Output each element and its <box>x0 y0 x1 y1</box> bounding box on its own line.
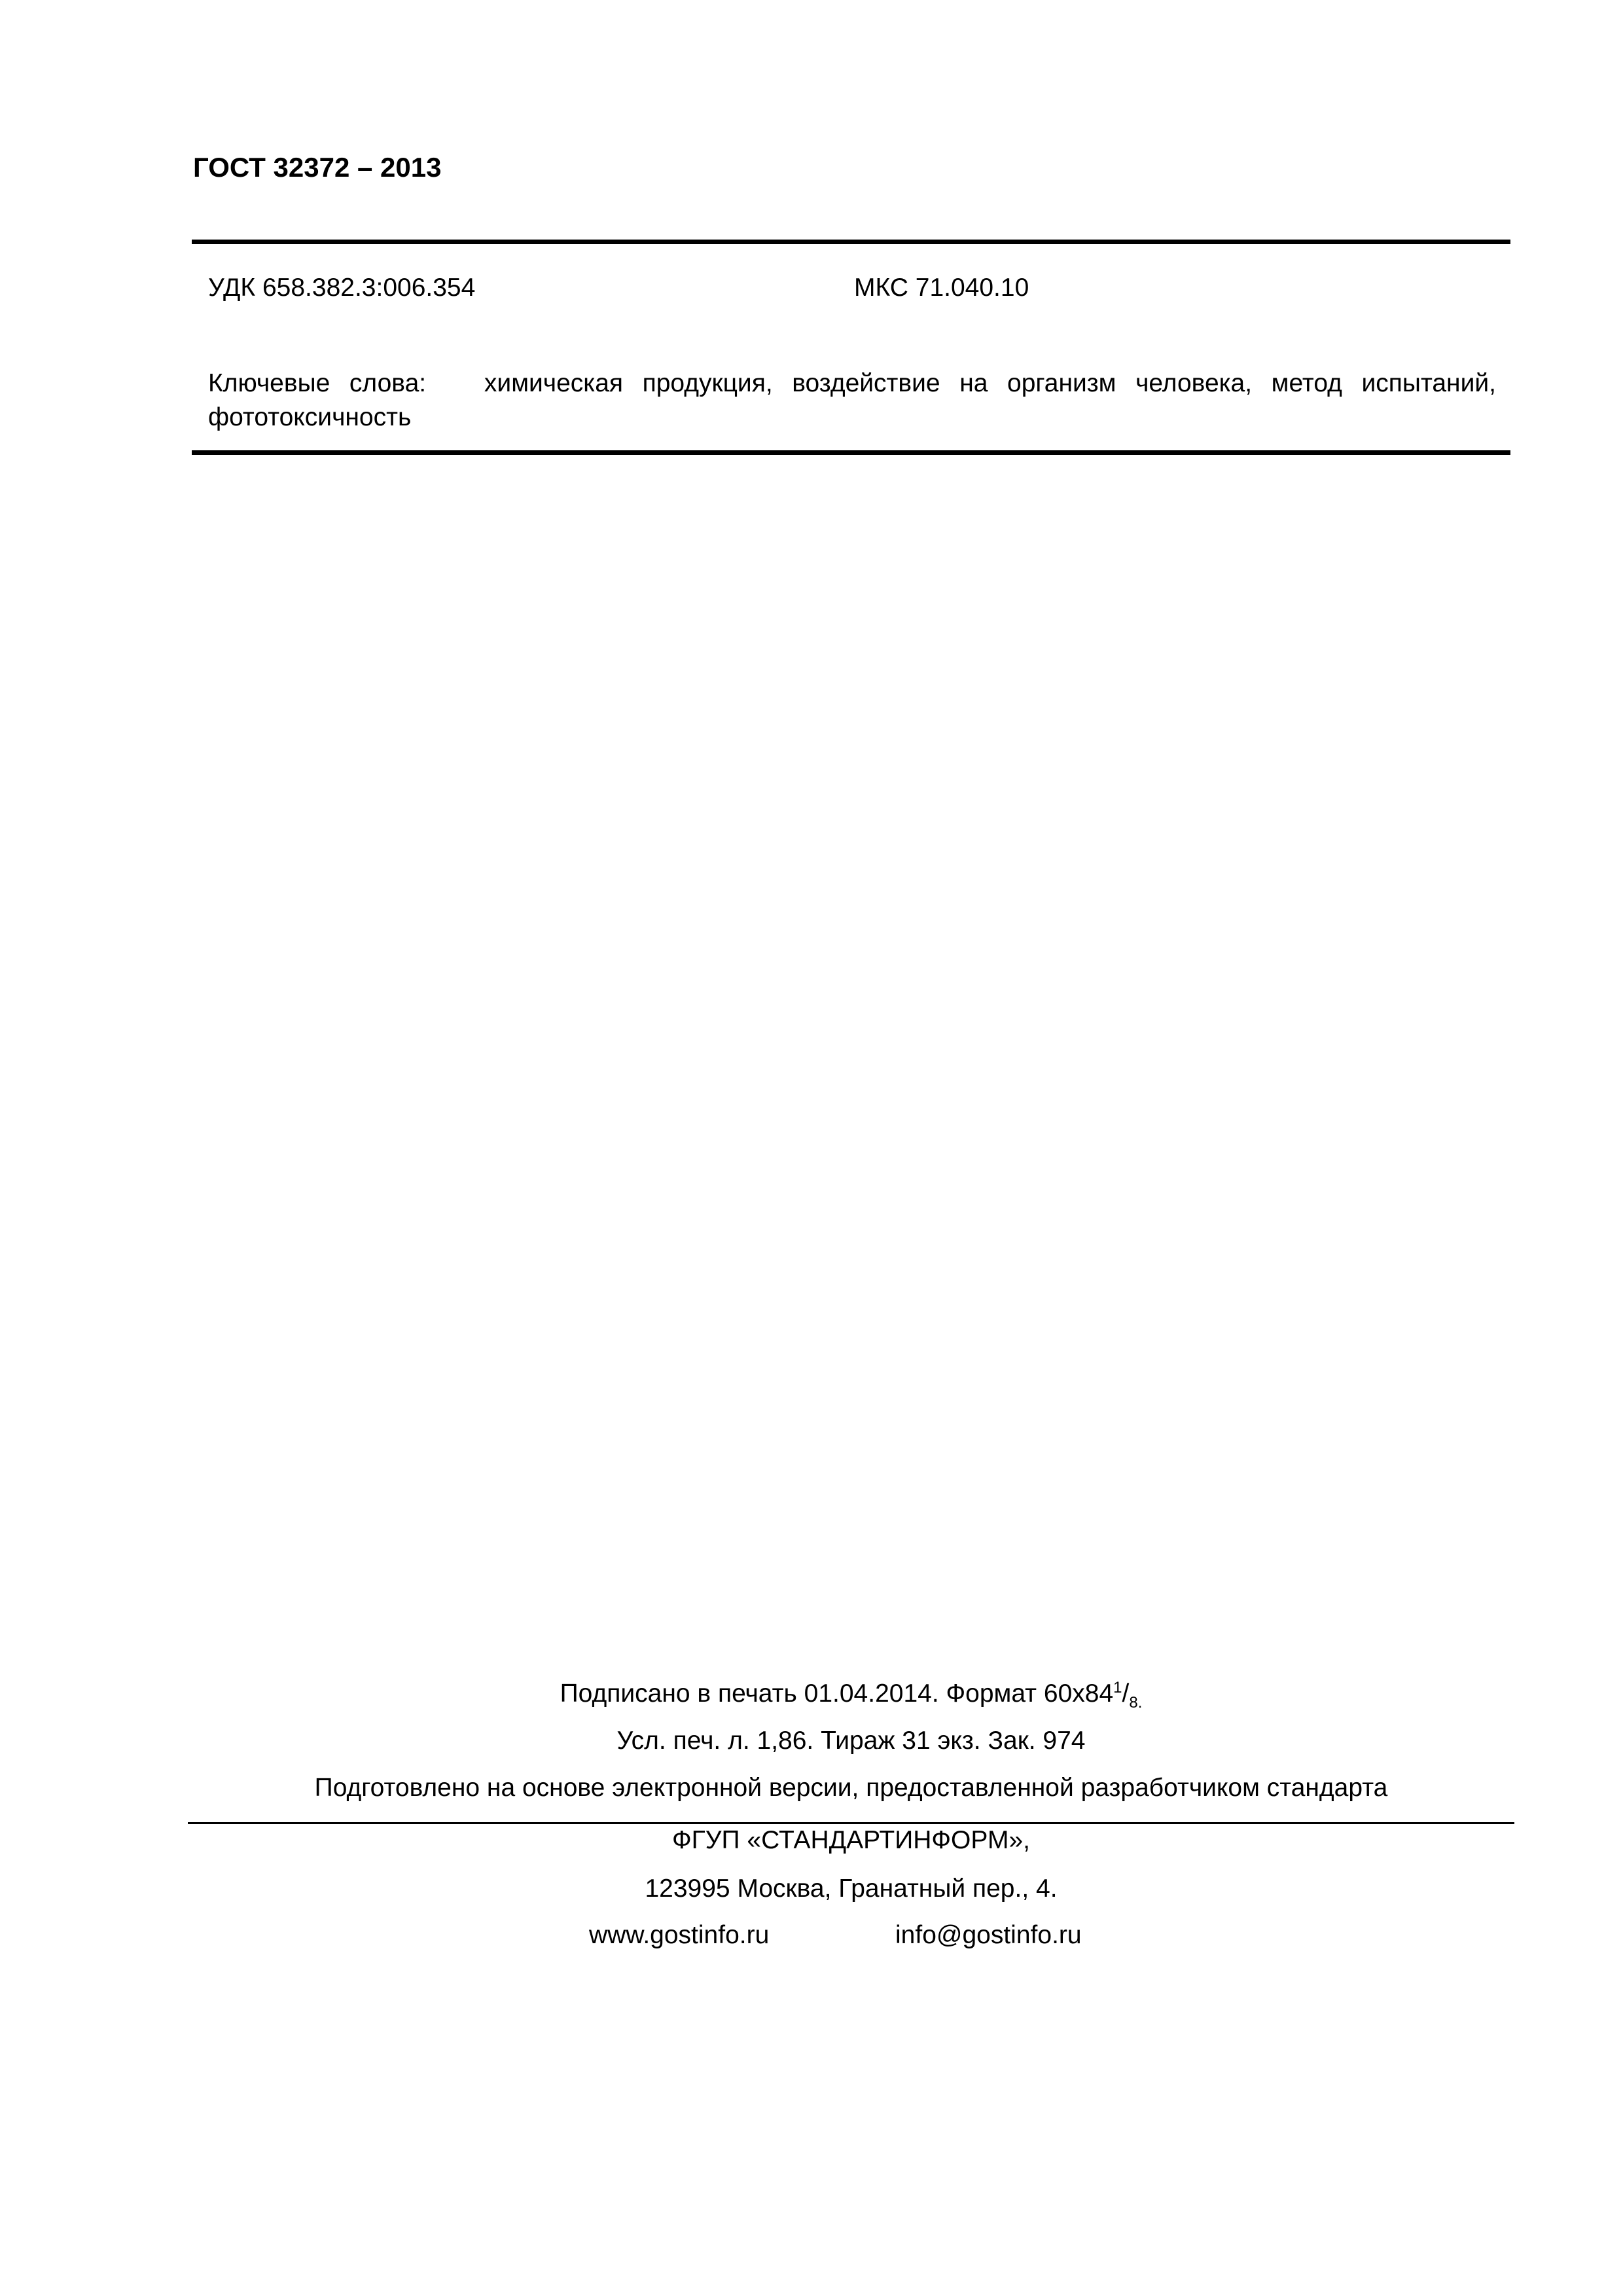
document-number: ГОСТ 32372 – 2013 <box>193 152 442 183</box>
bottom-rule <box>192 450 1510 455</box>
keywords-text: химическая продукция, воздействие на организм человека, метод испытаний, фототоксичность <box>208 369 1496 431</box>
imprint-print-sheets: Усл. печ. л. 1,86. Тираж 31 экз. Зак. 974 <box>616 1727 1086 1755</box>
imprint-publisher: ФГУП «СТАНДАРТИНФОРМ», <box>672 1826 1030 1854</box>
imprint-address: 123995 Москва, Гранатный пер., 4. <box>645 1874 1058 1903</box>
mks-code: МКС 71.040.10 <box>854 274 1029 302</box>
format-numerator: 1 <box>1113 1679 1122 1696</box>
website-link[interactable]: www.gostinfo.ru <box>589 1921 770 1949</box>
format-denominator: 8. <box>1129 1693 1143 1712</box>
signed-text: Подписано в печать 01.04.2014. Формат 60х84 <box>560 1679 1114 1708</box>
udk-code: УДК 658.382.3:006.354 <box>208 274 476 302</box>
format-slash: / <box>1122 1679 1130 1708</box>
imprint-divider <box>188 1822 1514 1824</box>
keywords-label: Ключевые слова: <box>208 369 427 397</box>
top-rule <box>192 240 1510 244</box>
imprint-prepared: Подготовлено на основе электронной версии, предоставленной разработчиком стандарта <box>314 1774 1388 1802</box>
keywords-block <box>208 367 1496 435</box>
imprint-signed <box>188 1679 1514 1712</box>
email-link[interactable]: info@gostinfo.ru <box>895 1921 1082 1949</box>
